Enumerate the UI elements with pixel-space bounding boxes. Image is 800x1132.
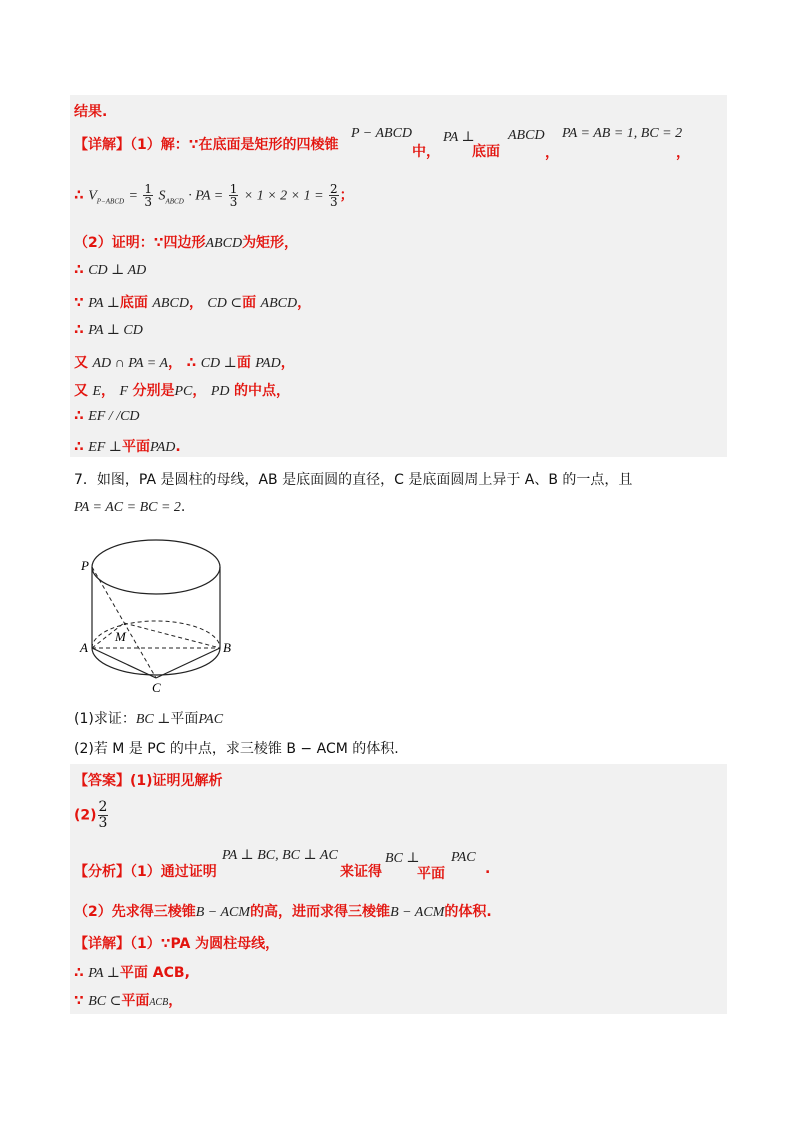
bottom-front-arc: [92, 648, 220, 675]
answer-line-1: 【答案】(1)证明见解析: [74, 773, 223, 789]
comma-2: ，: [676, 145, 690, 161]
question-2: (2)若 M 是 PC 的中点，求三棱锥 B − ACM 的体积.: [74, 741, 399, 757]
detail-2-line-2: ∴ PA ⊥平面 ACB,: [74, 965, 190, 981]
label-m: M: [115, 629, 126, 644]
pa-perp: PA ⊥: [443, 130, 475, 145]
analysis-1-math: PA ⊥ BC, BC ⊥ AC: [222, 848, 338, 863]
problem-7-statement: 7．如图，PA 是圆柱的母线，AB 是底面圆的直径，C 是底面圆周上异于 A、B 的一点，且: [74, 472, 633, 488]
analysis-1-plane: 平面: [417, 866, 445, 882]
analysis-1-mid: 来证得: [340, 864, 382, 880]
pa-perp-cd-line: ∴ PA ⊥ CD: [74, 322, 143, 338]
dimian-text: 底面: [472, 144, 500, 160]
midpoint-line: 又 E， F 分别是PC， PD 的中点，: [74, 383, 290, 399]
cylinder-figure: [78, 537, 248, 695]
analysis-1-prefix: 【分析】（1）通过证明: [74, 864, 217, 880]
intersection-line: 又 AD ∩ PA = A， ∴ CD ⊥面 PAD，: [74, 355, 295, 371]
label-a: A: [80, 640, 88, 655]
pyramid-label: P − ABCD: [351, 126, 413, 141]
question-1: (1)求证：BC ⊥平面PAC: [74, 711, 224, 727]
analysis-1-bc: BC ⊥: [385, 851, 420, 866]
detail-2-line-3: ∵ BC ⊂平面ACB，: [74, 993, 183, 1009]
label-p: P: [81, 558, 89, 573]
top-ellipse: [92, 540, 220, 594]
segment-mb: [124, 623, 220, 648]
ef-perp-line: ∴ EF ⊥平面PAD.: [74, 439, 181, 455]
answer-line-2: (2) $\frac{2}{3}$: [74, 799, 108, 831]
problem-7-condition: PA = AC = BC = 2.: [74, 499, 186, 515]
result-tail: 结果.: [74, 104, 108, 120]
detail-2-line-1: 【详解】（1）∵PA 为圆柱母线，: [74, 936, 280, 952]
detail-line-1: 【详解】（1）解：∵在底面是矩形的四棱锥: [74, 137, 339, 153]
analysis-1-pac: PAC: [451, 850, 476, 865]
analysis-2-line: （2）先求得三棱锥B − ACM的高，进而求得三棱锥B − ACM的体积.: [74, 904, 492, 920]
abcd-label: ABCD: [508, 128, 545, 143]
zhong-text: 中，: [412, 144, 440, 160]
volume-line: ∴ $V_{P-ABCD}$ = $\frac{1}{3}$ $S_{ABCD}$ · PA = $\frac{1}{3}$ × 1 × 2 × 1 = $\frac{2}{3}$ ；: [74, 182, 354, 209]
bottom-back-arc: [92, 621, 220, 648]
proof-2-line: （2）证明：∵四边形ABCD为矩形，: [74, 235, 299, 251]
ef-parallel-line: ∴ EF / /CD: [74, 408, 140, 424]
given-equalities: PA = AB = 1, BC = 2: [562, 126, 683, 141]
comma-1: ，: [545, 145, 559, 161]
pa-perp-base-line: ∵ PA ⊥底面 ABCD， CD ⊂面 ABCD，: [74, 295, 312, 311]
cd-perp-ad-line: ∴ CD ⊥ AD: [74, 262, 147, 278]
label-b: B: [223, 640, 231, 655]
label-c: C: [152, 680, 161, 695]
analysis-1-end: .: [485, 861, 491, 877]
segment-pc: [92, 567, 156, 678]
